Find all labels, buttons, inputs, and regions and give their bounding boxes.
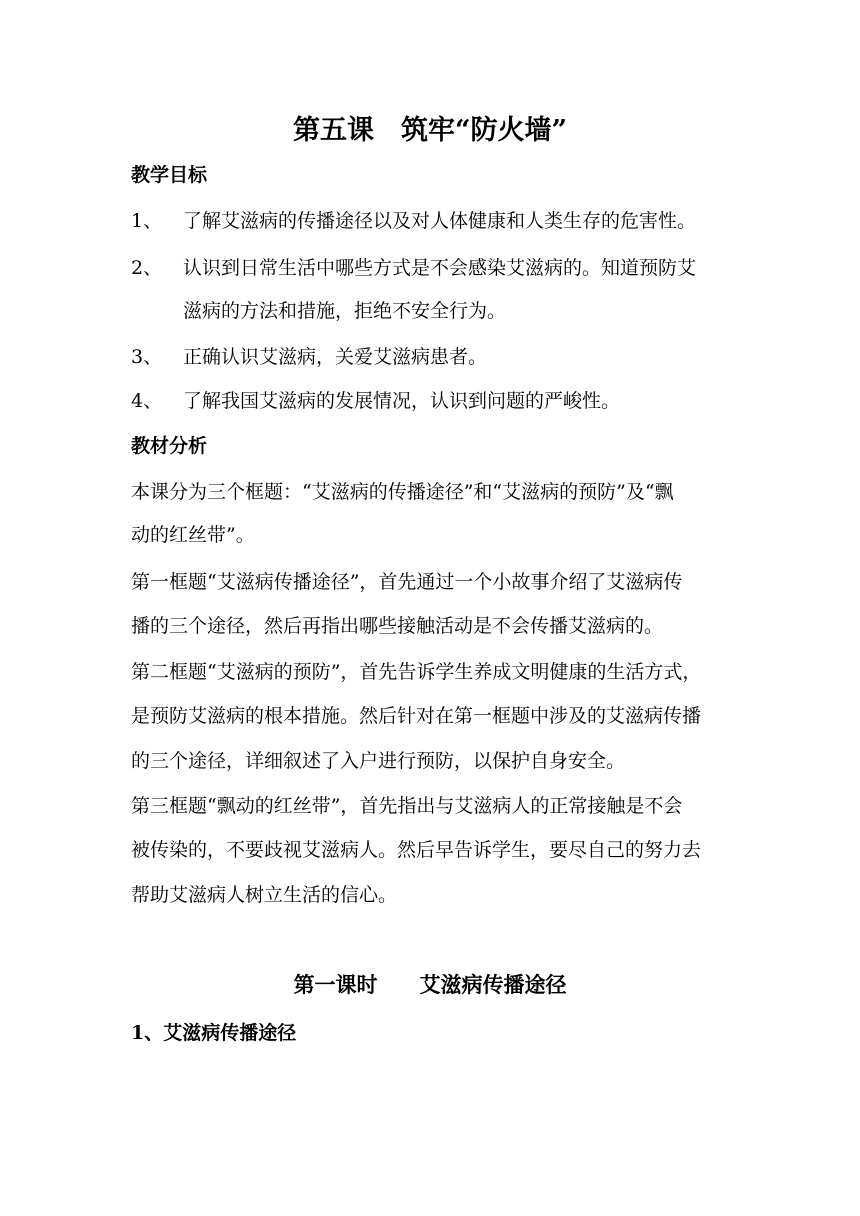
lesson-title: 第一课时 艾滋病传播途径 (293, 972, 567, 997)
analysis-paragraph-line: 本课分为三个框题：“艾滋病的传播途径”和“艾滋病的预防”及“飘 (131, 481, 674, 503)
objective-text: 正确认识艾滋病，关爱艾滋病患者。 (183, 346, 488, 368)
objective-text: 认识到日常生活中哪些方式是不会感染艾滋病的。知道预防艾 (183, 257, 697, 279)
objective-number: 3、 (131, 346, 163, 368)
analysis-paragraph-line: 动的红丝带”。 (131, 524, 255, 546)
page-title: 第五课 筑牢“防火墙” (292, 115, 568, 146)
objective-number: 4、 (131, 390, 163, 412)
analysis-paragraph-line: 第三框题“飘动的红丝带”，首先指出与艾滋病人的正常接触是不会 (131, 795, 683, 817)
analysis-paragraph-line: 的三个途径，详细叙述了入户进行预防，以保护自身安全。 (131, 750, 626, 772)
analysis-paragraph-line: 第一框题“艾滋病传播途径”，首先通过一个小故事介绍了艾滋病传 (131, 571, 683, 593)
objective-text: 了解艾滋病的传播途径以及对人体健康和人类生存的危害性。 (183, 210, 697, 232)
analysis-paragraph-line: 播的三个途径，然后再指出哪些接触活动是不会传播艾滋病的。 (131, 615, 664, 637)
objectives-heading: 教学目标 (131, 164, 208, 186)
objective-text: 了解我国艾滋病的发展情况，认识到问题的严峻性。 (183, 390, 621, 412)
objective-text: 滋病的方法和措施，拒绝不安全行为。 (183, 300, 507, 322)
objective-number: 1、 (131, 210, 163, 232)
analysis-paragraph-line: 第二框题“艾滋病的预防”，首先告诉学生养成文明健康的生活方式， (131, 661, 702, 683)
analysis-heading: 教材分析 (131, 435, 208, 457)
analysis-paragraph-line: 帮助艾滋病人树立生活的信心。 (131, 884, 398, 906)
objective-number: 2、 (131, 257, 163, 279)
analysis-paragraph-line: 是预防艾滋病的根本措施。然后针对在第一框题中涉及的艾滋病传播 (131, 705, 702, 727)
section-heading: 1、艾滋病传播途径 (131, 1022, 297, 1044)
analysis-paragraph-line: 被传染的，不要歧视艾滋病人。然后早告诉学生，要尽自己的努力去 (131, 839, 702, 861)
